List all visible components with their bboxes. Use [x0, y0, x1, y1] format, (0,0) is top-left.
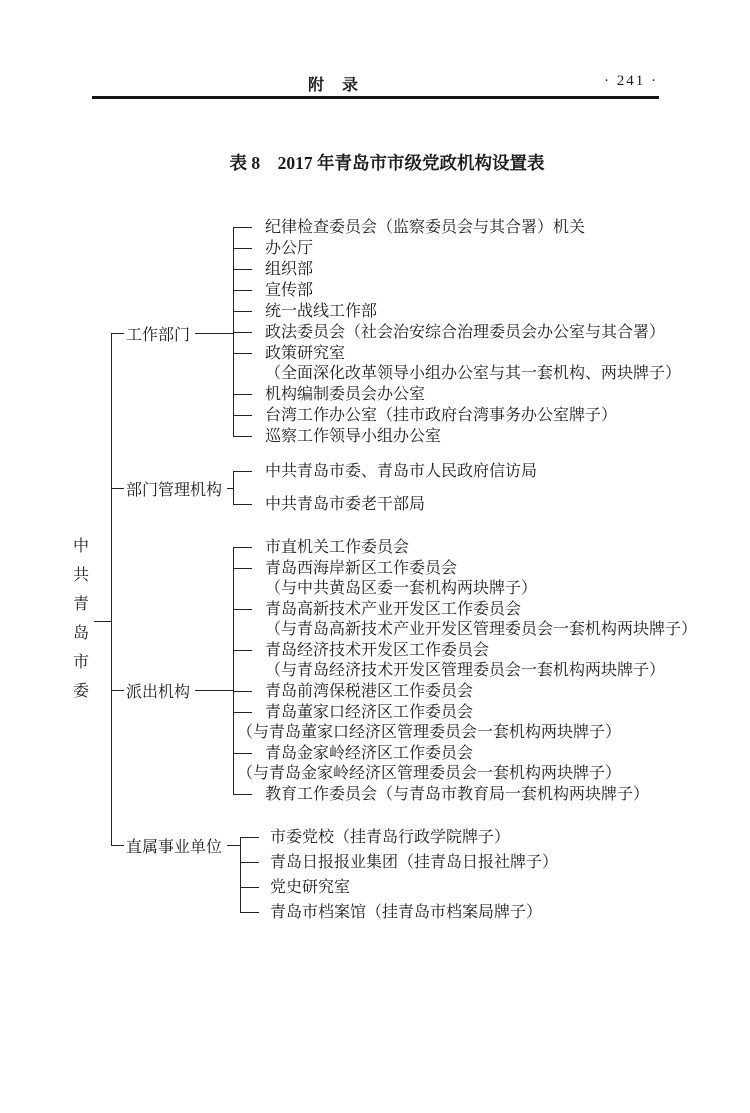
connector-line	[195, 690, 233, 691]
org-item-text: 宣传部	[265, 282, 314, 299]
tick-line	[233, 471, 252, 472]
tick-line	[233, 691, 252, 692]
org-item	[265, 323, 681, 343]
org-item-text: 中共青岛市委、青岛市人民政府信访局	[265, 463, 538, 480]
org-item-text: 青岛董家口经济区工作委员会	[265, 704, 474, 721]
branch-label-text: 直属事业单位	[126, 838, 223, 856]
org-item-note: （与青岛董家口经济区管理委员会一套机构两块牌子）	[237, 724, 622, 741]
org-item-text: 青岛前湾保税港区工作委员会	[265, 683, 474, 700]
tick-line	[240, 862, 259, 863]
running-title: 附 录	[308, 77, 360, 94]
connector-line	[227, 845, 240, 846]
tick-line	[233, 415, 252, 416]
tick-line	[233, 568, 252, 569]
bracket-line	[233, 548, 234, 795]
org-item-text: 纪律检查委员会（监察委员会与其合署）机关	[265, 219, 586, 236]
tick-line	[233, 248, 252, 249]
org-item	[270, 828, 558, 848]
root-label-char: 市	[72, 654, 89, 671]
trunk-line	[111, 333, 112, 845]
org-item-note: （与青岛金家岭经济区管理委员会一套机构两块牌子）	[237, 765, 622, 782]
org-item	[265, 682, 697, 702]
branch-label-public-institutions	[111, 835, 240, 855]
tick-line	[233, 794, 252, 795]
org-item	[265, 385, 681, 405]
connector-line	[195, 333, 233, 334]
org-item	[265, 641, 697, 681]
org-item	[270, 853, 558, 873]
root-label-char: 共	[72, 567, 89, 584]
root-label-char: 中	[72, 538, 89, 555]
org-item-note: （与青岛高新技术产业开发区管理委员会一套机构两块牌子）	[265, 621, 698, 638]
org-item	[265, 538, 697, 558]
tick-line	[233, 436, 252, 437]
tick-line	[233, 311, 252, 312]
org-item	[265, 281, 681, 301]
org-item-text: 教育工作委员会（与青岛市教育局一套机构两块牌子）	[265, 786, 650, 803]
page-number: · 241 ·	[604, 73, 658, 89]
tick-line	[233, 269, 252, 270]
org-item	[265, 406, 681, 426]
org-item	[265, 559, 697, 599]
connector-line	[111, 690, 124, 691]
org-item-text: 青岛高新技术产业开发区工作委员会	[265, 601, 522, 618]
tick-line	[233, 394, 252, 395]
tick-line	[240, 837, 259, 838]
tick-line	[233, 353, 252, 354]
tick-line	[233, 609, 252, 610]
org-item	[265, 218, 681, 238]
branch-items-public-institutions	[240, 828, 558, 923]
branch-items-work-departments	[233, 218, 681, 447]
connector-line	[111, 845, 124, 846]
tick-line	[233, 712, 252, 713]
org-item-text: 机构编制委员会办公室	[265, 386, 426, 403]
branch-label-dispatched-organs	[111, 680, 233, 700]
org-item-text: 台湾工作办公室（挂市政府台湾事务办公室牌子）	[265, 407, 618, 424]
org-item-text: 党史研究室	[270, 879, 351, 896]
org-item-text: 组织部	[265, 261, 314, 278]
org-item-text: 青岛西海岸新区工作委员会	[265, 560, 458, 577]
org-item-text: 统一战线工作部	[265, 303, 378, 320]
org-item	[265, 427, 681, 447]
bracket-line	[240, 838, 241, 913]
org-item-text: 市直机关工作委员会	[265, 539, 410, 556]
branch-label-text: 部门管理机构	[126, 481, 223, 499]
org-item-text: 中共青岛市委老干部局	[265, 496, 426, 513]
org-item	[265, 239, 681, 259]
tick-line	[240, 912, 259, 913]
connector-line	[111, 333, 124, 334]
org-item	[265, 302, 681, 322]
org-item	[265, 344, 681, 384]
org-item-note: （全面深化改革领导小组办公室与其一套机构、两块牌子）	[265, 365, 682, 382]
page-title: 表 8 2017 年青岛市市级党政机构设置表	[229, 153, 545, 173]
tick-line	[233, 547, 252, 548]
bracket-line	[233, 472, 234, 505]
org-item	[237, 744, 697, 784]
org-item-text: 政策研究室	[265, 345, 346, 362]
org-item-text: 青岛经济技术开发区工作委员会	[265, 642, 490, 659]
org-item	[265, 495, 537, 515]
org-item-text: 巡察工作领导小组办公室	[265, 428, 442, 445]
tick-line	[233, 290, 252, 291]
org-item-text: 青岛金家岭经济区工作委员会	[265, 745, 474, 762]
root-label-char: 青	[72, 596, 89, 613]
org-item-text: 青岛日报报业集团（挂青岛日报社牌子）	[270, 854, 559, 871]
org-item-note: （与青岛经济技术开发区管理委员会一套机构两块牌子）	[265, 662, 666, 679]
connector-line	[111, 488, 124, 489]
branch-label-text: 派出机构	[126, 683, 191, 701]
branch-label-text: 工作部门	[126, 326, 191, 344]
tick-line	[233, 504, 252, 505]
org-item	[270, 878, 558, 898]
tick-line	[240, 887, 259, 888]
branch-items-dispatched-organs	[233, 538, 697, 805]
branch-label-department-managed-organs	[111, 478, 233, 498]
org-item-text: 青岛市档案馆（挂青岛市档案局牌子）	[270, 904, 543, 921]
root-label	[70, 539, 92, 700]
org-item	[270, 903, 558, 923]
tick-line	[233, 332, 252, 333]
org-item-text: 政法委员会（社会治安综合治理委员会办公室与其合署）	[265, 324, 666, 341]
tick-line	[233, 753, 252, 754]
org-item-note: （与中共黄岛区委一套机构两块牌子）	[265, 580, 538, 597]
org-item	[265, 462, 537, 482]
org-item	[265, 260, 681, 280]
tick-line	[233, 227, 252, 228]
root-connector-line	[94, 621, 111, 622]
tick-line	[233, 650, 252, 651]
org-item-text: 市委党校（挂青岛行政学院牌子）	[270, 829, 511, 846]
root-label-char: 委	[72, 683, 89, 700]
org-item-text: 办公厅	[265, 240, 314, 257]
org-item	[265, 785, 697, 805]
org-item	[265, 600, 697, 640]
root-label-char: 岛	[72, 625, 89, 642]
org-item	[237, 703, 697, 743]
branch-label-work-departments	[111, 323, 233, 343]
branch-items-department-managed-organs	[233, 462, 537, 515]
